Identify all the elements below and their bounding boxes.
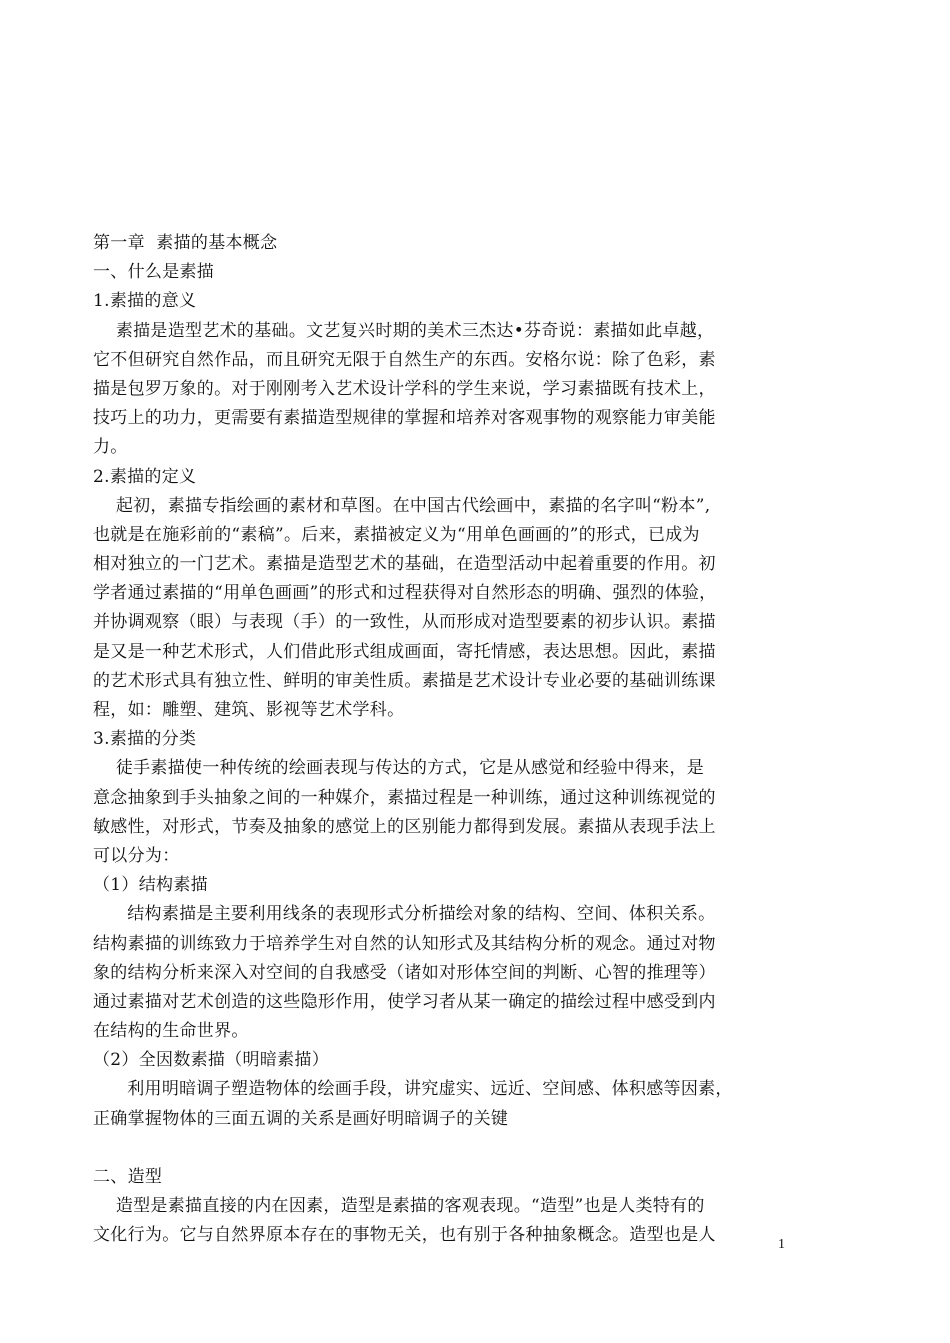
blank-line: [93, 1134, 788, 1163]
item-heading: （2）全因数素描（明暗素描）: [93, 1050, 330, 1071]
paragraph-line: 结构素描的训练致力于培养学生对自然的认知形式及其结构分析的观念。通过对物: [93, 933, 716, 954]
paragraph-line: 也就是在施彩前的“素稿”。后来，素描被定义为“用单色画画的”的形式，已成为: [93, 524, 700, 545]
subsection-heading: 2.素描的定义: [93, 466, 197, 487]
paragraph-line: 程，如：雕塑、建筑、影视等艺术学科。: [93, 700, 405, 720]
paragraph-line: 是又是一种艺术形式，人们借此形式组成画面，寄托情感，表达思想。因此，素描: [93, 641, 716, 662]
paragraph-line: 的艺术形式具有独立性、鲜明的审美性质。素描是艺术设计专业必要的基础训练课: [93, 670, 716, 691]
paragraph-line: 利用明暗调子塑造物体的绘画手段，讲究虚实、远近、空间感、体积感等因素，: [93, 1079, 733, 1100]
paragraph-line: 在结构的生命世界。: [93, 1021, 249, 1042]
page-number: 1: [778, 1237, 785, 1252]
paragraph-line: 素描是造型艺术的基础。文艺复兴时期的美术三杰达•芬奇说：素描如此卓越，: [93, 320, 715, 341]
paragraph-line: 敏感性，对形式，节奏及抽象的感觉上的区别能力都得到发展。素描从表现手法上: [93, 816, 716, 837]
section-heading: 一、什么是素描: [93, 262, 215, 283]
paragraph-line: 描是包罗万象的。对于刚刚考入艺术设计学科的学生来说，学习素描既有技术上，: [93, 378, 716, 399]
section-heading: 二、造型: [93, 1167, 163, 1187]
paragraph-line: 通过素描对艺术创造的这些隐形作用，使学习者从某一确定的描绘过程中感受到内: [93, 991, 716, 1012]
paragraph-line: 象的结构分析来深入对空间的自我感受（诸如对形体空间的判断、心智的推理等）: [93, 962, 716, 983]
chapter-title: 第一章 素描的基本概念: [93, 233, 278, 253]
subsection-heading: 1.素描的意义: [93, 291, 197, 312]
paragraph-line: 造型是素描直接的内在因素，造型是素描的客观表现。“造型”也是人类特有的: [93, 1196, 705, 1217]
document-body: [93, 229, 788, 1251]
paragraph-line: 相对独立的一门艺术。素描是造型艺术的基础，在造型活动中起着重要的作用。初: [93, 554, 716, 575]
paragraph-line: 文化行为。它与自然界原本存在的事物无关，也有别于各种抽象概念。造型也是人: [93, 1225, 716, 1246]
paragraph-line: 可以分为：: [93, 845, 180, 866]
paragraph-line: 力。: [93, 437, 128, 458]
item-heading: （1）结构素描: [93, 875, 208, 896]
paragraph-line: 结构素描是主要利用线条的表现形式分析描绘对象的结构、空间、体积关系。: [93, 904, 716, 925]
paragraph-line: 意念抽象到手头抽象之间的一种媒介，素描过程是一种训练，通过这种训练视觉的: [93, 787, 716, 808]
paragraph-line: 起初，素描专指绘画的素材和草图。在中国古代绘画中，素描的名字叫“粉本”,: [93, 495, 711, 516]
paragraph-line: 徒手素描使一种传统的绘画表现与传达的方式，它是从感觉和经验中得来，是: [93, 758, 705, 779]
paragraph-line: 它不但研究自然作品，而且研究无限于自然生产的东西。安格尔说：除了色彩，素: [93, 349, 716, 370]
paragraph-line: 学者通过素描的“用单色画画”的形式和过程获得对自然形态的明确、强烈的体验，: [93, 583, 717, 604]
subsection-heading: 3.素描的分类: [93, 729, 197, 750]
paragraph-line: 技巧上的功力，更需要有素描造型规律的掌握和培养对客观事物的观察能力审美能: [93, 408, 716, 429]
paragraph-line: 并协调观察（眼）与表现（手）的一致性，从而形成对造型要素的初步认识。素描: [93, 612, 716, 633]
paragraph-line: 正确掌握物体的三面五调的关系是画好明暗调子的关键: [93, 1108, 509, 1129]
